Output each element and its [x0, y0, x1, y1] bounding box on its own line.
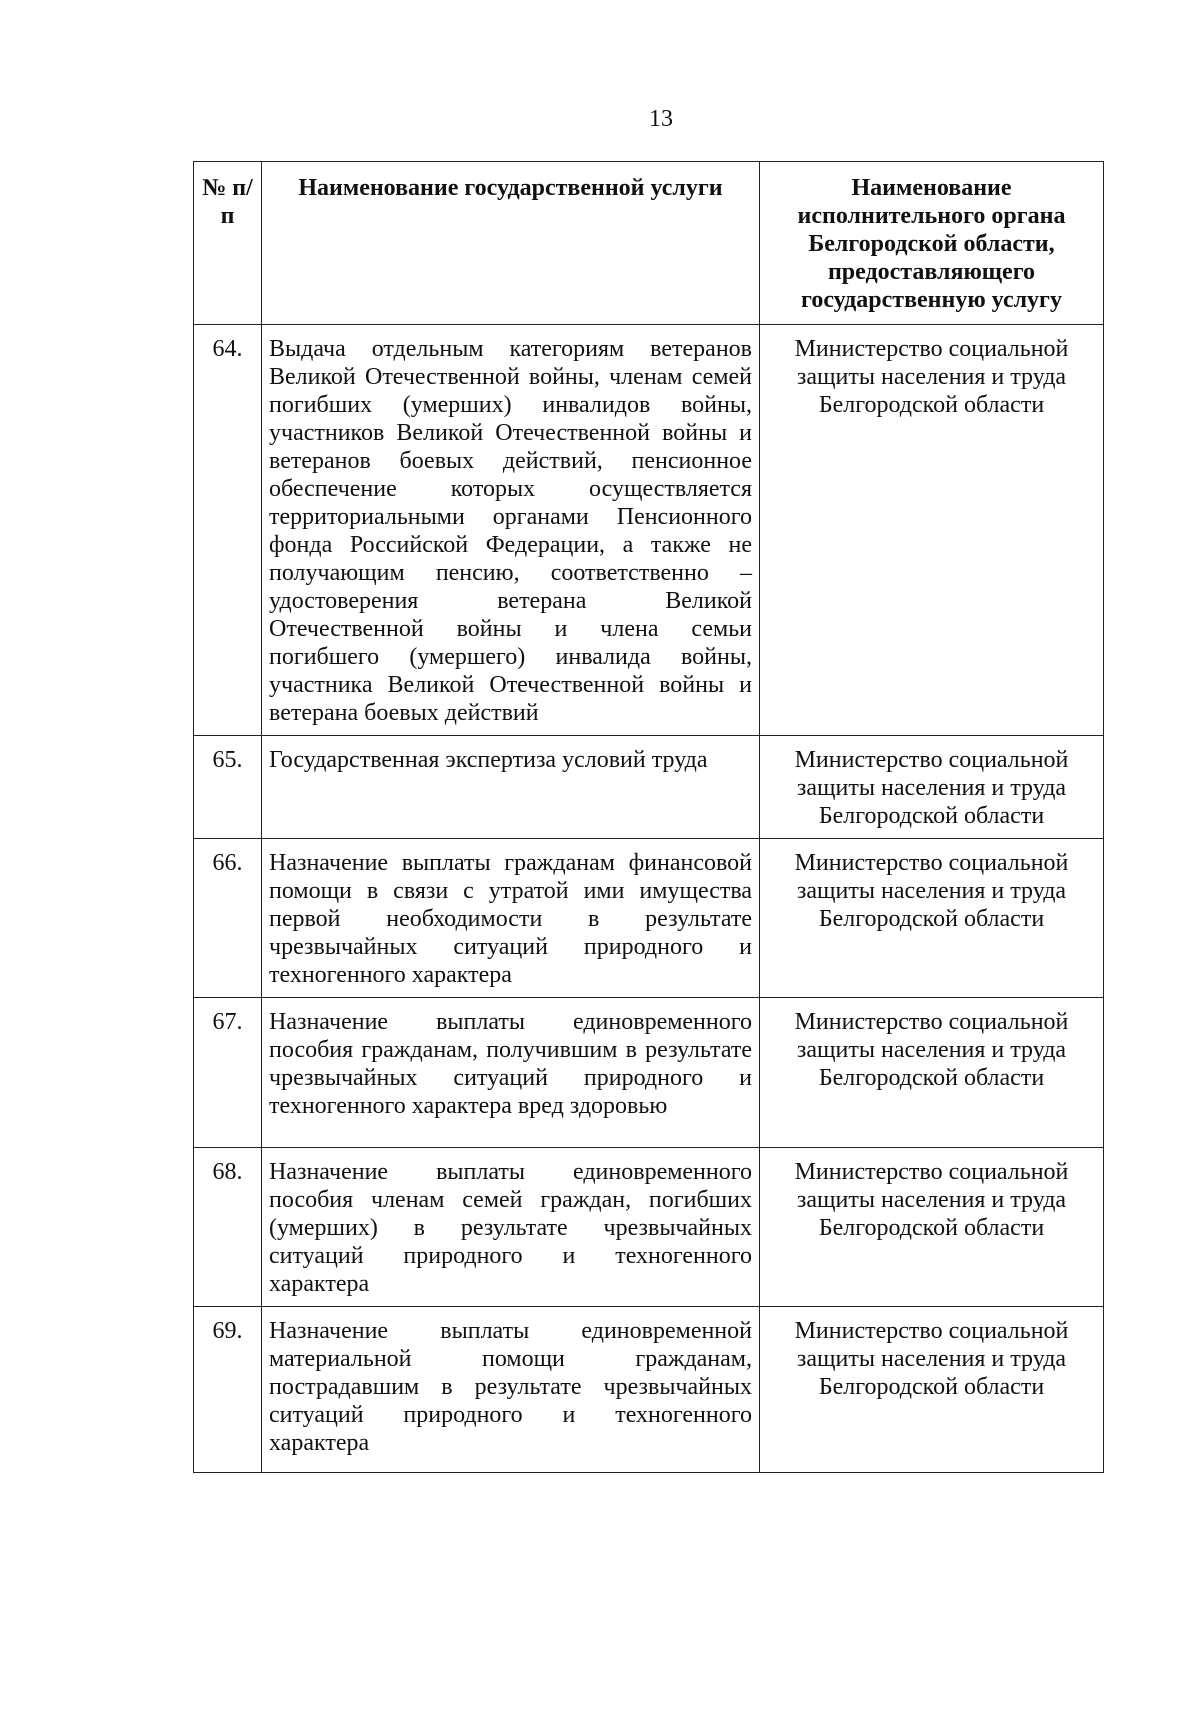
- service-name: Назначение выплаты единовременной материальной помощи гражданам, пострадавшим в результате чрезвычайных ситуаций природного и техногенного характера: [262, 1307, 760, 1473]
- header-authority: Наименование исполнительного органа Белгородской области, предоставляющего государственную услугу: [760, 162, 1104, 325]
- row-number: 69.: [194, 1307, 262, 1473]
- table-row: [194, 998, 1104, 1148]
- service-name: Государственная экспертиза условий труда: [262, 736, 760, 839]
- table-row: [194, 839, 1104, 998]
- table-header-row: [194, 162, 1104, 325]
- row-number: 65.: [194, 736, 262, 839]
- service-name: Назначение выплаты единовременного пособия гражданам, получившим в результате чрезвычайных ситуаций природного и техногенного характера вред здоровью: [262, 998, 760, 1148]
- authority-name: Министерство социальной защиты населения и труда Белгородской области: [760, 325, 1104, 736]
- header-service-name: Наименование государственной услуги: [262, 162, 760, 325]
- service-name: Назначение выплаты гражданам финансовой помощи в связи с утратой ими имущества первой необходимости в результате чрезвычайных ситуаций природного и техногенного характера: [262, 839, 760, 998]
- row-number: 68.: [194, 1148, 262, 1307]
- authority-name: Министерство социальной защиты населения и труда Белгородской области: [760, 839, 1104, 998]
- authority-name: Министерство социальной защиты населения и труда Белгородской области: [760, 736, 1104, 839]
- service-name: Назначение выплаты единовременного пособия членам семей граждан, погибших (умерших) в результате чрезвычайных ситуаций природного и техногенного характера: [262, 1148, 760, 1307]
- header-number: № п/п: [194, 162, 262, 325]
- table-row: [194, 736, 1104, 839]
- table-row: [194, 1307, 1104, 1473]
- row-number: 66.: [194, 839, 262, 998]
- authority-name: Министерство социальной защиты населения и труда Белгородской области: [760, 998, 1104, 1148]
- row-number: 67.: [194, 998, 262, 1148]
- authority-name: Министерство социальной защиты населения и труда Белгородской области: [760, 1148, 1104, 1307]
- table-row: [194, 1148, 1104, 1307]
- page-number: 13: [649, 106, 673, 132]
- table-row: [194, 325, 1104, 736]
- services-table: [193, 161, 1104, 1473]
- service-name: Выдача отдельным категориям ветеранов Великой Отечественной войны, членам семей погибших (умерших) инвалидов войны, участников Великой Отечественной войны и ветеранов боевых действий, пенсионное обеспечение которых осуществляется территориальными органами Пенсионного фонда Российской Федерации, а также не получающим пенсию, соответственно – удостоверения ветерана Великой Отечественной войны и члена семьи погибшего (умершего) инвалида войны, участника Великой Отечественной войны и ветерана боевых действий: [262, 325, 760, 736]
- row-number: 64.: [194, 325, 262, 736]
- authority-name: Министерство социальной защиты населения и труда Белгородской области: [760, 1307, 1104, 1473]
